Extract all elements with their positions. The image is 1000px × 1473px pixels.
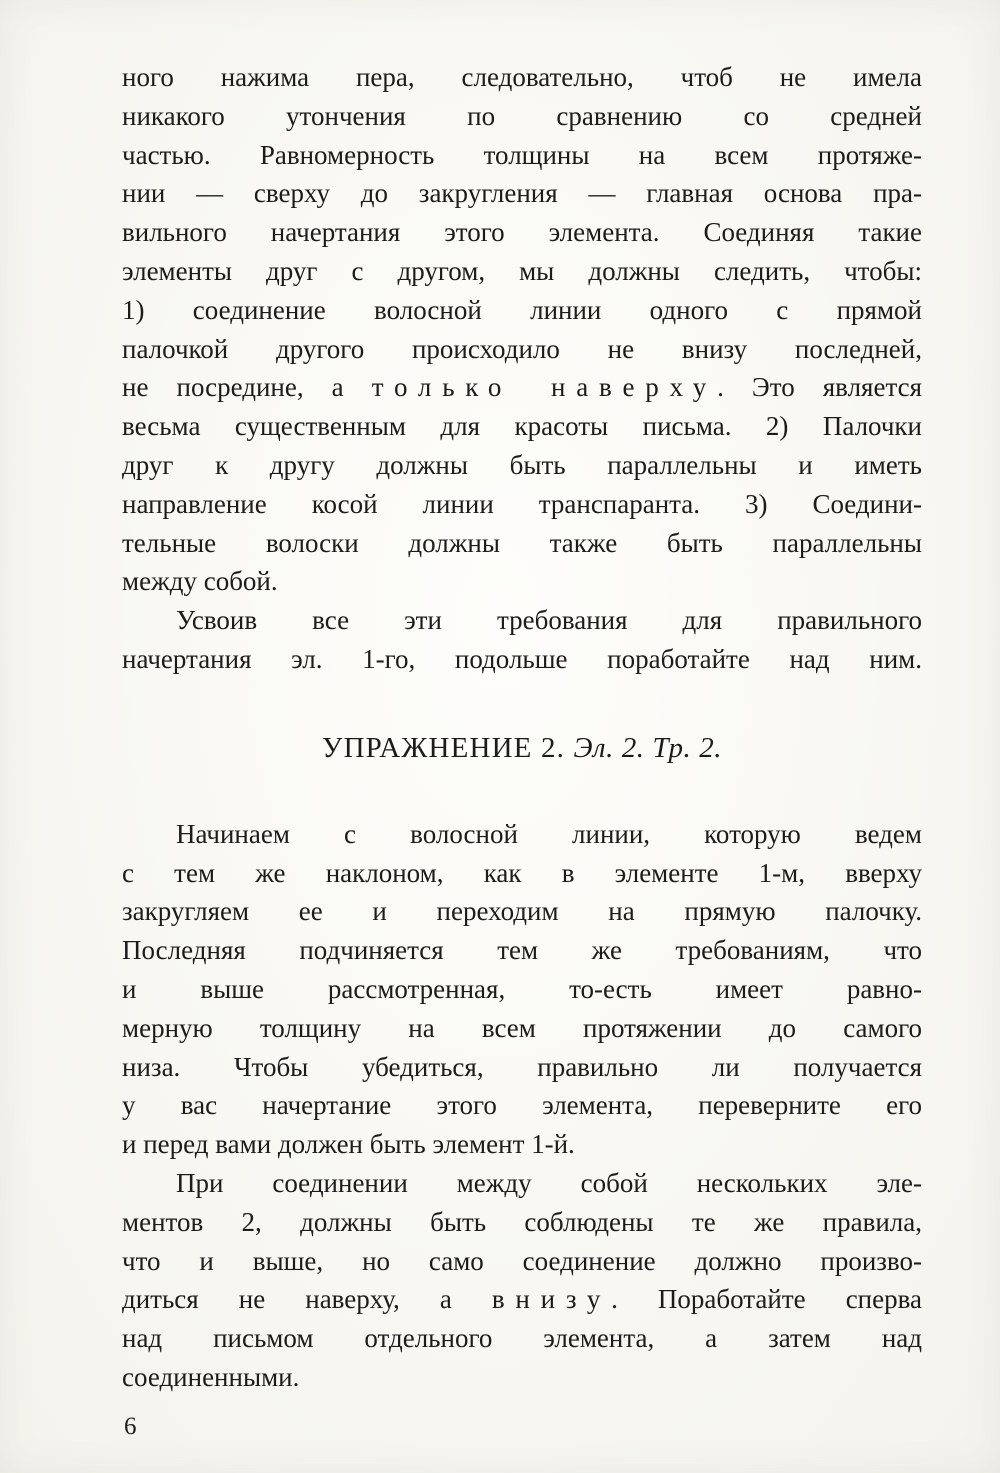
text-line: низа. Чтобы убедиться, правильно ли получается bbox=[122, 1051, 922, 1082]
text-line: тельные волоски должны также быть параллельны bbox=[122, 527, 922, 558]
text-line: вильного начертания этого элемента. Соединяя такие bbox=[122, 217, 922, 248]
text-line: над письмом отдельного элемента, а затем над bbox=[122, 1323, 922, 1354]
text-segment: не посредине, а bbox=[122, 372, 372, 403]
page-text bbox=[122, 58, 922, 1397]
text-line: ментов 2, должны быть соблюдены те же правила, bbox=[122, 1206, 922, 1237]
text-line: соединенными. bbox=[122, 1361, 300, 1392]
text-line: элементы друг с другом, мы должны следить, чтобы: bbox=[122, 255, 922, 286]
text-line: друг к другу должны быть параллельны и иметь bbox=[122, 449, 922, 480]
text-line: между собой. bbox=[122, 566, 278, 597]
text-line: ного нажима пера, следовательно, чтоб не имела bbox=[122, 62, 922, 92]
emphasized-text: внизу bbox=[491, 1284, 612, 1315]
text-line: Начинаем с волосной линии, которую ведем bbox=[176, 818, 922, 849]
section-heading bbox=[122, 727, 922, 769]
text-line: Усвоив все эти требования для правильного bbox=[176, 605, 922, 636]
text-line bbox=[122, 1280, 922, 1319]
text-line: При соединении между собой нескольких эле- bbox=[176, 1167, 922, 1198]
text-line: 1) соединение волосной линии одного с прямой bbox=[122, 294, 922, 325]
heading-italic: Эл. 2. Тр. 2. bbox=[573, 731, 723, 764]
text-line: закругляем ее и переходим на прямую палочку. bbox=[122, 896, 922, 927]
text-line: направление косой линии транспаранта. 3) Соедини- bbox=[122, 488, 922, 519]
text-line: частью. Равномерность толщины на всем протяже- bbox=[122, 139, 922, 170]
text-line: что и выше, но само соединение должно произво- bbox=[122, 1245, 922, 1276]
text-segment: диться не наверху, а bbox=[122, 1284, 492, 1315]
emphasized-text: только наверху bbox=[371, 372, 718, 403]
page-number: 6 bbox=[124, 1413, 137, 1440]
text-line: никакого утончения по сравнению со средней bbox=[122, 100, 922, 131]
text-line: нии — сверху до закругления — главная основа пра- bbox=[122, 178, 922, 209]
text-line: и выше рассмотренная, то-есть имеет равно- bbox=[122, 973, 922, 1004]
text-line: весьма существенным для красоты письма. 2) Палочки bbox=[122, 411, 922, 442]
text-line: палочкой другого происходило не внизу последней, bbox=[122, 333, 922, 364]
text-line: Последняя подчиняется тем же требованиям, что bbox=[122, 935, 922, 966]
text-segment: . Поработайте сперва bbox=[611, 1284, 922, 1315]
text-line: начертания эл. 1-го, подольше поработайте над ним. bbox=[122, 643, 922, 674]
text-line: и перед вами должен быть элемент 1-й. bbox=[122, 1129, 575, 1160]
text-line: мерную толщину на всем протяжении до самого bbox=[122, 1012, 922, 1043]
text-line bbox=[122, 368, 922, 407]
heading-main: УПРАЖНЕНИЕ 2. bbox=[321, 731, 566, 764]
text-line: с тем же наклоном, как в элементе 1-м, вверху bbox=[122, 857, 922, 888]
text-line: у вас начертание этого элемента, переверните его bbox=[122, 1090, 922, 1121]
text-segment: . Это является bbox=[717, 372, 922, 403]
